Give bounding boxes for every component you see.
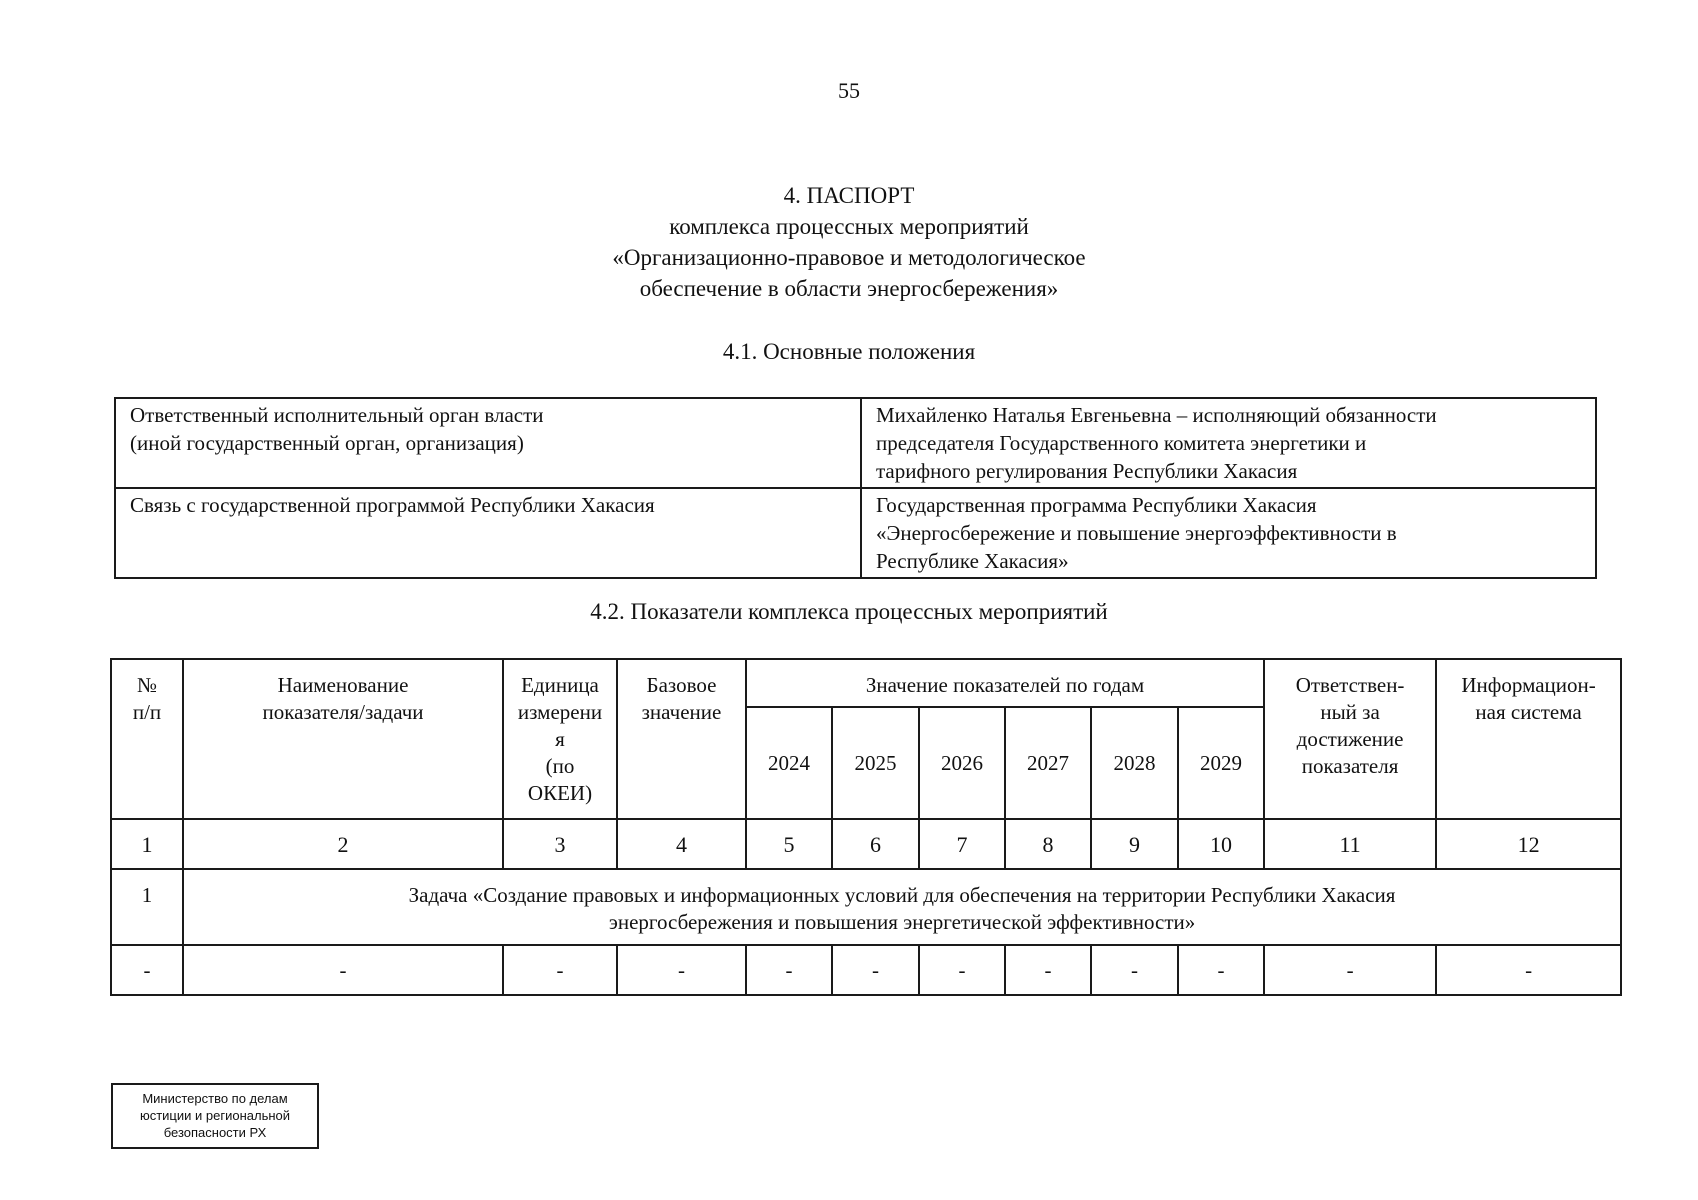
task-number: 1 [111, 869, 183, 945]
column-number-row [111, 819, 1621, 869]
table-cell: - [1436, 945, 1621, 995]
header-unit [503, 659, 617, 819]
basic-provisions-table [114, 397, 1597, 579]
column-number: 12 [1436, 819, 1621, 869]
table-cell: - [503, 945, 617, 995]
header-line: (по [545, 754, 575, 778]
table-cell: - [1178, 945, 1264, 995]
document-heading [0, 180, 1698, 304]
header-line: измерени [517, 700, 603, 724]
header-num [111, 659, 183, 819]
table-cell-label [115, 398, 861, 488]
column-number: 10 [1178, 819, 1264, 869]
header-year: 2029 [1178, 707, 1264, 819]
task-text [183, 869, 1621, 945]
header-line: Информацион- [1461, 673, 1596, 697]
cell-line: Ответственный исполнительный орган власти [130, 403, 544, 427]
stamp-line: Министерство по делам [142, 1091, 288, 1106]
heading-line: комплекса процессных мероприятий [669, 214, 1029, 239]
table-cell: - [1091, 945, 1178, 995]
cell-line: тарифного регулирования Республики Хакасия [876, 459, 1298, 483]
column-number: 9 [1091, 819, 1178, 869]
cell-line: «Энергосбережение и повышение энергоэффективности в [876, 521, 1397, 545]
table-cell: - [1264, 945, 1436, 995]
cell-line: Государственная программа Республики Хакасия [876, 493, 1317, 517]
heading-line: обеспечение в области энергосбережения» [639, 276, 1059, 301]
table-cell: - [183, 945, 503, 995]
header-line: Единица [521, 673, 599, 697]
stamp-line: безопасности РХ [163, 1125, 267, 1140]
header-line: показателя [1301, 754, 1399, 778]
table-cell: - [832, 945, 919, 995]
table-cell: - [111, 945, 183, 995]
header-line: ный за [1320, 700, 1380, 724]
heading-line: 4. ПАСПОРТ [783, 183, 915, 208]
header-base-value [617, 659, 746, 819]
header-line: достижение [1296, 727, 1404, 751]
header-year: 2028 [1091, 707, 1178, 819]
column-number: 5 [746, 819, 832, 869]
header-line: п/п [132, 700, 162, 724]
table-cell-value [861, 398, 1596, 488]
header-line: ная система [1475, 700, 1582, 724]
header-row [111, 659, 1621, 707]
column-number: 3 [503, 819, 617, 869]
heading-line: «Организационно-правовое и методологическое [612, 245, 1086, 270]
column-number: 8 [1005, 819, 1091, 869]
table-cell: - [1005, 945, 1091, 995]
header-line: значение [641, 700, 722, 724]
cell-line: Связь с государственной программой Республики Хакасия [130, 493, 655, 517]
cell-line: Республике Хакасия» [876, 549, 1069, 573]
header-responsible [1264, 659, 1436, 819]
column-number: 2 [183, 819, 503, 869]
table-row [115, 488, 1596, 578]
header-line: Ответствен- [1295, 673, 1405, 697]
header-line: ОКЕИ) [527, 781, 593, 805]
section-title-basic-provisions: 4.1. Основные положения [722, 339, 976, 364]
table-row [115, 398, 1596, 488]
cell-line: (иной государственный орган, организация) [130, 431, 524, 455]
header-line: Базовое [646, 673, 717, 697]
task-row [111, 869, 1621, 945]
cell-line: Михайленко Наталья Евгеньевна – исполняющий обязанности [876, 403, 1437, 427]
section-title-indicators: 4.2. Показатели комплекса процессных мероприятий [590, 599, 1108, 624]
header-name [183, 659, 503, 819]
column-number: 6 [832, 819, 919, 869]
table-cell-value [861, 488, 1596, 578]
task-line: энергосбережения и повышения энергетической эффективности» [608, 910, 1196, 934]
header-year: 2024 [746, 707, 832, 819]
ministry-stamp [111, 1083, 319, 1149]
column-number: 7 [919, 819, 1005, 869]
header-line: № [136, 673, 158, 697]
header-years-group: Значение показателей по годам [746, 659, 1264, 707]
header-year: 2026 [919, 707, 1005, 819]
cell-line: председателя Государственного комитета энергетики и [876, 431, 1367, 455]
table-cell: - [746, 945, 832, 995]
table-row [111, 945, 1621, 995]
task-line: Задача «Создание правовых и информационных условий для обеспечения на территории Республики Хакасия [408, 883, 1396, 907]
column-number: 1 [111, 819, 183, 869]
header-year: 2025 [832, 707, 919, 819]
indicators-table [110, 658, 1622, 996]
header-line: я [555, 727, 565, 751]
column-number: 11 [1264, 819, 1436, 869]
column-number: 4 [617, 819, 746, 869]
table-cell: - [617, 945, 746, 995]
stamp-line: юстиции и региональной [139, 1108, 291, 1123]
header-info-system [1436, 659, 1621, 819]
table-cell-label [115, 488, 861, 578]
page-number: 55 [838, 78, 860, 103]
header-line: Наименование [277, 673, 409, 697]
header-line: показателя/задачи [262, 700, 424, 724]
table-cell: - [919, 945, 1005, 995]
header-year: 2027 [1005, 707, 1091, 819]
